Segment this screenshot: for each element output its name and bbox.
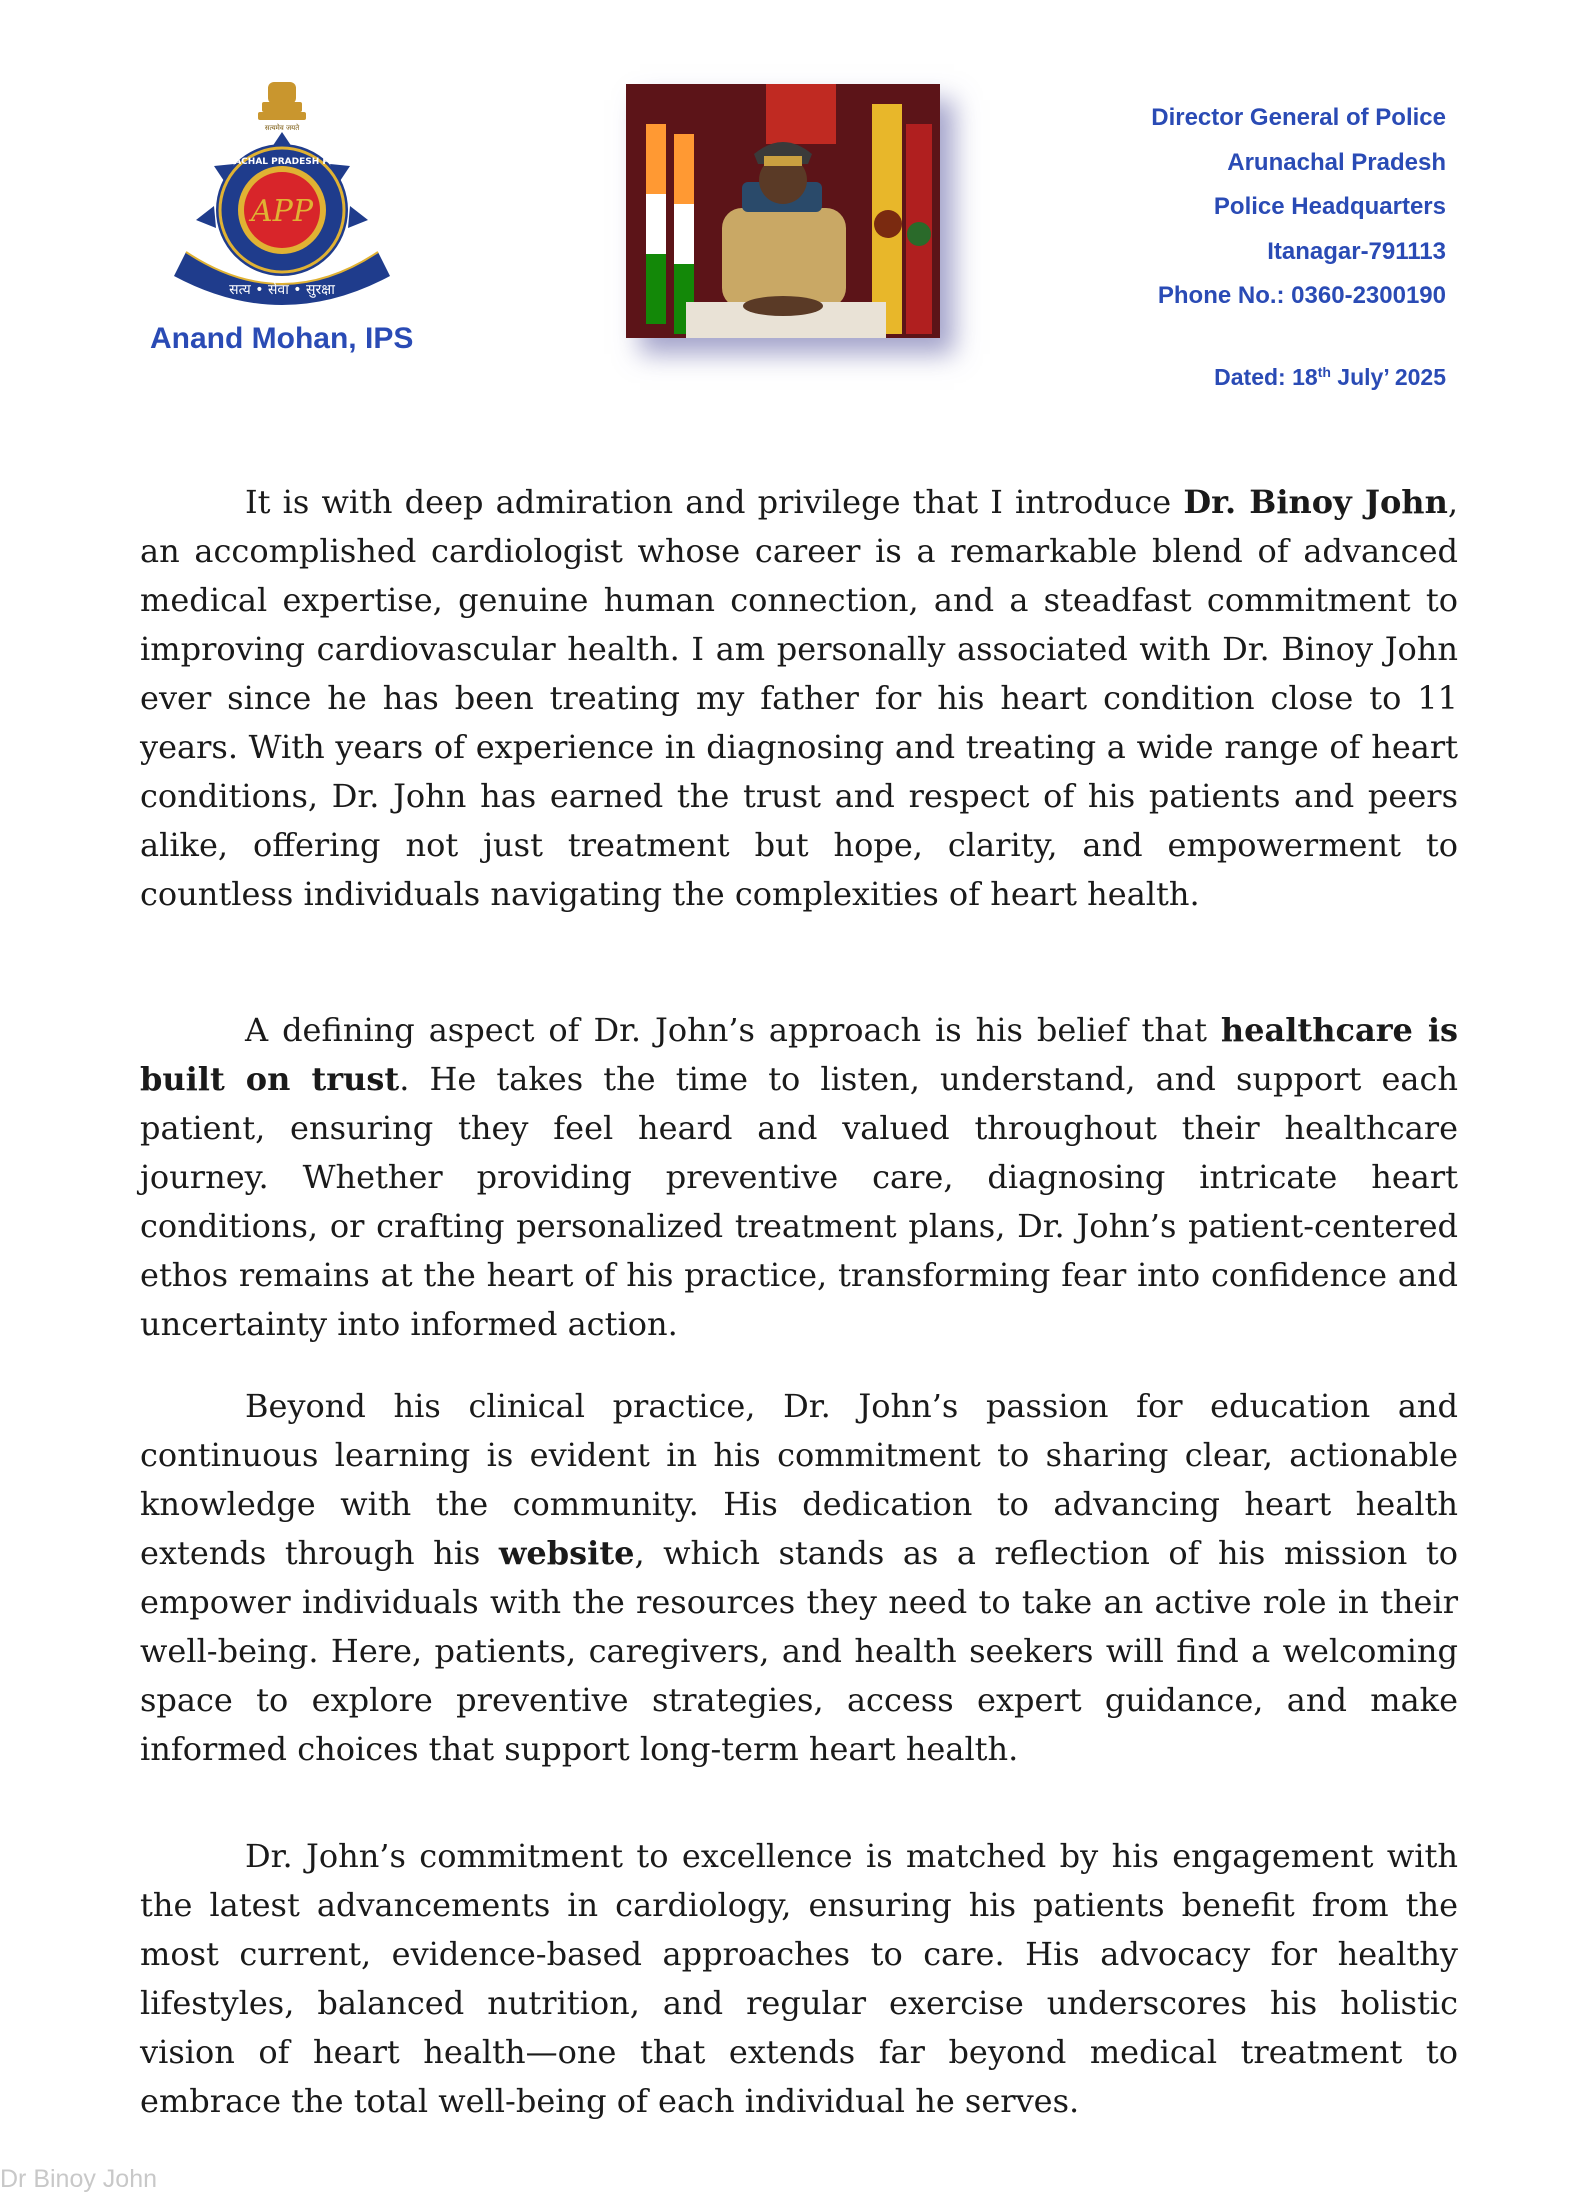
p3-text-a: Beyond his clinical practice, Dr. John’s passion for education and continuous learning is evident in his commitment to sharing clear, actionable knowledge with the community. His dedication to advancing heart health extends through his: [140, 1387, 1458, 1572]
svg-text:ARUNACHAL PRADESH POLICE: ARUNACHAL PRADESH POLICE: [205, 157, 359, 167]
arunachal-pradesh-police-emblem-icon: [162, 80, 402, 310]
p2-text-b: . He takes the time to listen, understand, and support each patient, ensuring they feel heard and valued throughout their healthcare journey. Whether providing preventive care, diagnosing intricate heart conditions, or crafting personalized treatment plans, Dr. John’s patient-centered ethos remains at the heart of his practice, transforming fear into confidence and uncertainty into informed action.: [140, 1060, 1459, 1343]
paragraph-1: [140, 478, 1458, 919]
p1-text-a: It is with deep admiration and privilege that I introduce: [245, 483, 1184, 521]
p1-text-b: , an accomplished cardiologist whose career is a remarkable blend of advanced medical expertise, genuine human connection, and a steadfast commitment to improving cardiovascular health. I am personally associated with Dr. Binoy John ever since he has been treating my father for his heart condition close to 11 years. With years of experience in diagnosing and treating a wide range of heart conditions, Dr. John has earned the trust and respect of his patients and peers alike, offering not just treatment but hope, clarity, and empowerment to countless individuals navigating the complexities of heart health.: [140, 483, 1459, 913]
address-line: Arunachal Pradesh: [1227, 148, 1446, 176]
officer-name: Anand Mohan, IPS: [150, 322, 414, 355]
p3-text-b: , which stands as a reflection of his mission to empower individuals with the resources they need to take an active role in their well-being. Here, patients, caregivers, and health seekers will find a welcoming space to explore preventive strategies, access expert guidance, and make informed choices that support long-term heart health.: [140, 1534, 1459, 1768]
letter-date: [1026, 364, 1446, 391]
p2-bold: healthcare is built on trust: [140, 1011, 1459, 1098]
address-line: Phone No.: 0360-2300190: [1157, 282, 1446, 309]
address-block: [1026, 96, 1446, 319]
paragraph-2: [140, 1006, 1458, 1349]
paragraph-3: [140, 1382, 1458, 1774]
svg-text:सत्यमेव जयते: सत्यमेव जयते: [264, 124, 300, 132]
officer-portrait-photo: [626, 84, 940, 338]
address-line: Police Headquarters: [1213, 193, 1446, 220]
address-line: Itanagar-791113: [1267, 237, 1446, 265]
svg-text:सत्य • सेवा • सुरक्षा: सत्य • सेवा • सुरक्षा: [229, 282, 335, 298]
p1-bold: Dr. Binoy John: [1183, 483, 1448, 521]
svg-text:APP: APP: [250, 194, 314, 229]
date-ordinal: th: [1317, 364, 1331, 380]
p4-text: Dr. John’s commitment to excellence is matched by his engagement with the latest advancements in cardiology, ensuring his patients benefit from the most current, evidence-based approaches to care. His advocacy for healthy lifestyles, balanced nutrition, and regular exercise underscores his holistic vision of heart health—one that extends far beyond medical treatment to embrace the total well-being of each individual he serves.: [140, 1837, 1458, 2120]
p2-text-a: A defining aspect of Dr. John’s approach is his belief that: [245, 1011, 1221, 1049]
address-line: Director General of Police: [1151, 104, 1446, 131]
date-suffix: July’ 2025: [1330, 364, 1446, 390]
footer-watermark: Dr Binoy John: [0, 2165, 158, 2193]
date-prefix: Dated: 18: [1214, 364, 1318, 390]
paragraph-4: [140, 1832, 1458, 2126]
p3-bold: website: [498, 1534, 635, 1572]
